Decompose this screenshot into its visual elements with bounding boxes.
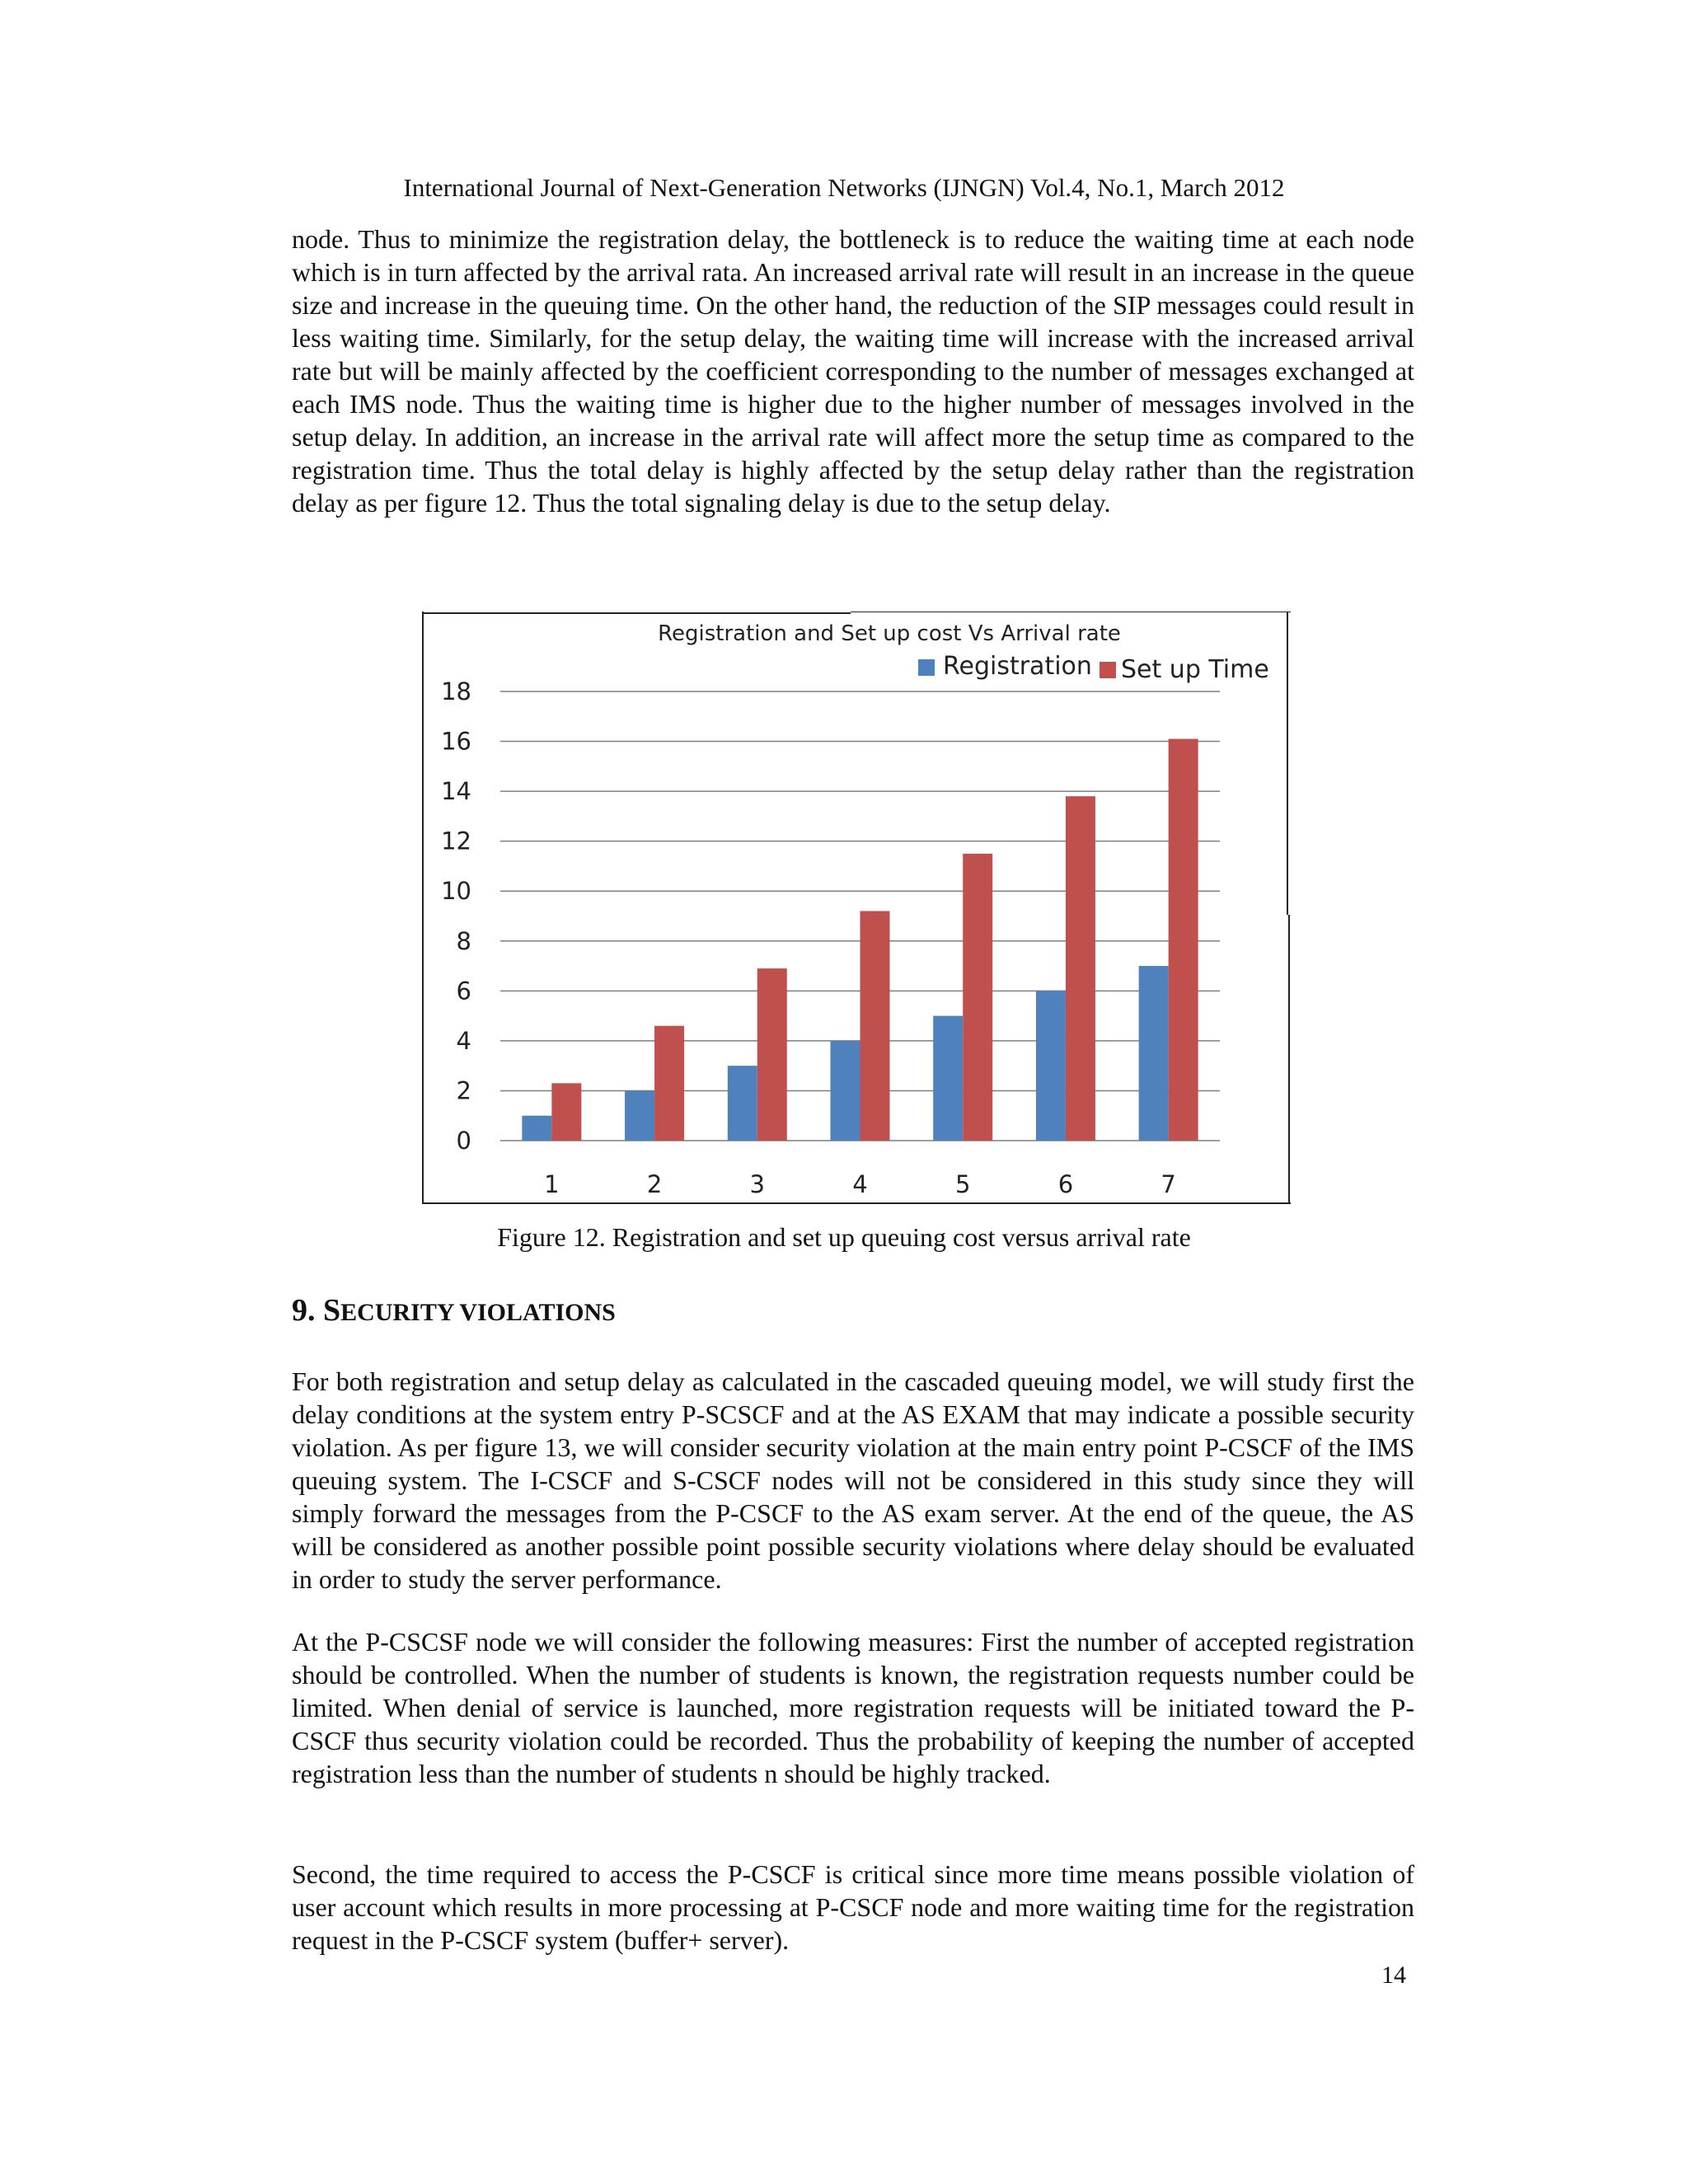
y-tick-label: 18 xyxy=(441,677,471,705)
legend-label-registration: Registration xyxy=(943,652,1092,681)
figure-12 xyxy=(422,612,1291,1205)
bar-set-up-time-3 xyxy=(757,968,787,1141)
section-first-letter: S xyxy=(323,1293,341,1328)
legend-label-set-up-time: Set up Time xyxy=(1121,655,1269,684)
bar-chart xyxy=(422,612,1291,1205)
bar-registration-7 xyxy=(1139,966,1169,1141)
chart-legend xyxy=(918,652,1269,684)
y-tick-label: 8 xyxy=(456,926,471,955)
x-tick-label: 7 xyxy=(1160,1170,1176,1198)
bar-set-up-time-7 xyxy=(1169,739,1198,1141)
y-tick-label: 10 xyxy=(441,877,471,906)
x-tick-label: 2 xyxy=(646,1170,663,1198)
x-tick-label: 4 xyxy=(852,1170,868,1198)
paragraph-pcscf-measures: At the P-CSCSF node we will consider the following measures: First the number of accepted registration should be controlled. When the number of students is known, the registration requests number could be limited. When denial of service is launched, more registration requests will be initiated toward the P-CSCF thus security violation could be recorded. Thus the probability of keeping the number of accepted registration less than the number of students n should be highly tracked. xyxy=(292,1627,1414,1788)
bar-registration-1 xyxy=(522,1116,551,1141)
bar-set-up-time-2 xyxy=(654,1026,684,1141)
section-number: 9. xyxy=(292,1293,316,1328)
bar-registration-6 xyxy=(1036,991,1066,1141)
y-tick-label: 12 xyxy=(441,827,471,855)
figure-caption: Figure 12. Registration and set up queuing cost versus arrival rate xyxy=(497,1222,1191,1252)
x-tick-label: 3 xyxy=(749,1170,766,1198)
y-axis-ticks xyxy=(441,677,471,1155)
bar-set-up-time-6 xyxy=(1066,796,1095,1141)
legend-swatch-set-up-time xyxy=(1100,662,1116,678)
bar-set-up-time-5 xyxy=(963,854,992,1141)
x-axis-ticks xyxy=(544,1170,1176,1198)
paragraph-access-time: Second, the time required to access the P-CSCF is critical since more time means possible violation of user account which results in more processing at P-CSCF node and more waiting time for the registration request in the P-CSCF system (buffer+ server). xyxy=(292,1859,1414,1955)
x-tick-label: 1 xyxy=(544,1170,560,1198)
bar-registration-2 xyxy=(625,1090,654,1141)
x-tick-label: 5 xyxy=(954,1170,971,1198)
chart-bars xyxy=(522,739,1198,1141)
y-tick-label: 14 xyxy=(441,777,471,806)
paragraph-delay-analysis: node. Thus to minimize the registration delay, the bottleneck is to reduce the waiting time at each node which is in turn affected by the arrival rata. An increased arrival rate will result in an increase in the queue size and increase in the queuing time. On the other hand, the reduction of the SIP messages could result in less waiting time. Similarly, for the setup delay, the waiting time will increase with the increased arrival rate but will be mainly affected by the coefficient corresponding to the number of messages exchanged at each IMS node. Thus the waiting time is higher due to the higher number of messages involved in the setup delay. In addition, an increase in the arrival rate will affect more the setup time as compared to the registration time. Thus the total delay is highly affected by the setup delay rather than the registration delay as per figure 12. Thus the total signaling delay is due to the setup delay. xyxy=(292,224,1414,518)
section-title-rest: ECURITY VIOLATIONS xyxy=(340,1299,616,1326)
chart-title: Registration and Set up cost Vs Arrival rate xyxy=(658,621,1121,646)
bar-set-up-time-1 xyxy=(551,1083,581,1141)
y-tick-label: 2 xyxy=(456,1076,471,1105)
y-tick-label: 6 xyxy=(456,977,471,1005)
paragraph-security-intro: For both registration and setup delay as calculated in the cascaded queuing model, we will study first the delay conditions at the system entry P-SCSCF and at the AS EXAM that may indicate a possible security violation. As per figure 13, we will consider security violation at the main entry point P-CSCF of the IMS queuing system. The I-CSCF and S-CSCF nodes will not be considered in this study since they will simply forward the messages from the P-CSCF to the AS exam server. At the end of the queue, the AS will be considered as another possible point possible security violations where delay should be evaluated in order to study the server performance. xyxy=(292,1366,1414,1594)
x-tick-label: 6 xyxy=(1057,1170,1074,1198)
bar-registration-4 xyxy=(831,1041,860,1141)
bar-set-up-time-4 xyxy=(860,911,890,1141)
section-heading xyxy=(292,1292,616,1329)
y-tick-label: 4 xyxy=(456,1026,471,1055)
page-number: 14 xyxy=(1381,1961,1406,1989)
bar-registration-3 xyxy=(728,1066,757,1141)
y-tick-label: 16 xyxy=(441,727,471,756)
legend-swatch-registration xyxy=(918,659,935,676)
y-tick-label: 0 xyxy=(456,1127,471,1155)
bar-registration-5 xyxy=(933,1016,963,1141)
journal-header: International Journal of Next-Generation Networks (IJNGN) Vol.4, No.1, March 2012 xyxy=(403,173,1285,202)
